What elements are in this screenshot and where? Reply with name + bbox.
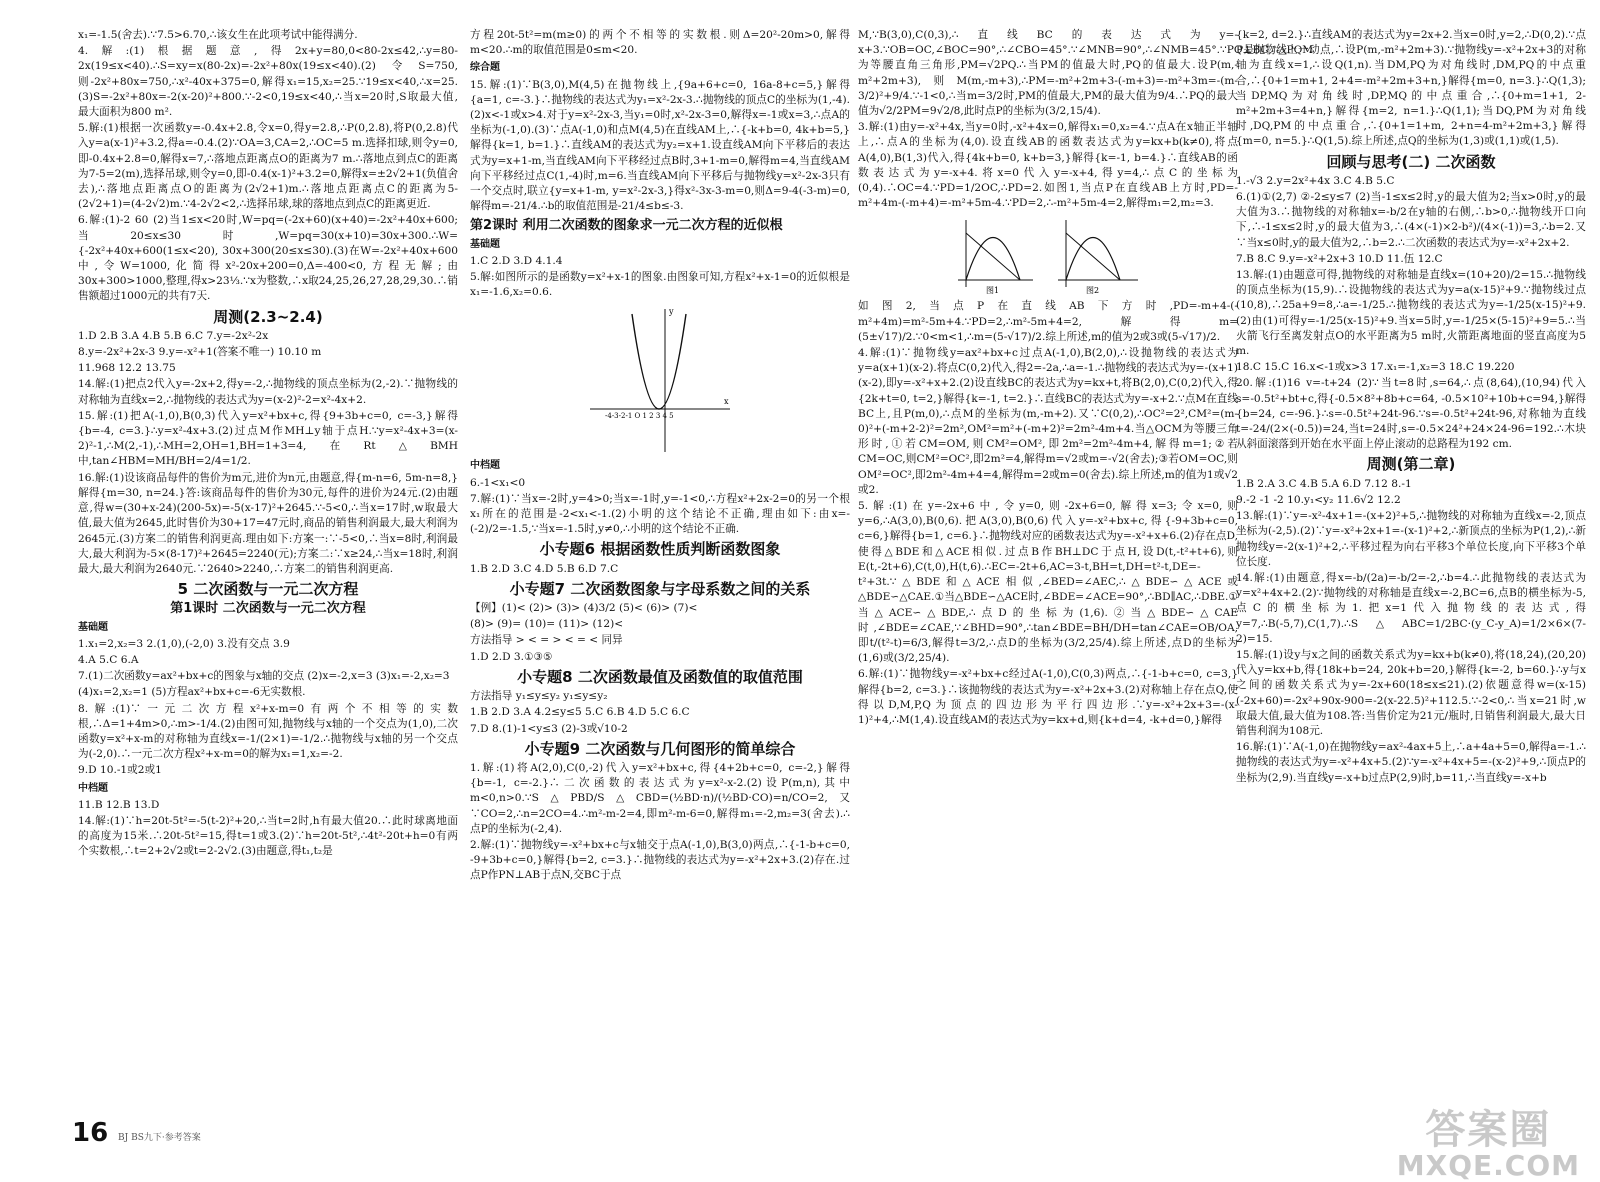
answer-paragraph: 方法指导 > < = > < = < 同异 <box>470 634 623 647</box>
answer-paragraph: 2.解:(1)∵抛物线y=-x²+bx+c与x轴交于点A(-1,0),B(3,0)两点,∴{-1-b+c=0, -9+3b+c=0,}解得{b=2, c=3.}∴抛物线的表达式为y=-x²+2x+3.(2)存在.过点P作PN⊥AB于点N,交BC于点 <box>470 838 850 882</box>
answer-paragraph: 8.解:(1)∵一元二次方程x²+x-m=0有两个不相等的实数根,∴Δ=1+4m>0,∴m>-1/4.(2)由图可知,抛物线与x轴的一个交点为(1,0),二次函数y=x²+x-m的对称轴为直线x=-1/(2×1)=-1/2.∴抛物线与x轴的另一个交点为(-2,0).∴一元二次方程x²+x-m=0的解为x₁=1,x₂=-2. <box>78 702 458 761</box>
answer-paragraph: 6.解:(1)-2 60 (2)当1≤x<20时,W=pq=(-2x+60)(x+40)=-2x²+40x+600;当20≤x≤30时,W=pq=30(x+10)=30x+300.∴W={-2x²+40x+600(1≤x<20), 30x+300(20≤x≤30).(3)在W=-2x²+40x+600中,令W=1000,化简得x²-20x+200=0,Δ=-400<0,方程无解;由30x+300>1000,整理,得x>23⅓.∵x为整数,∴x取24,25,26,27,28,29,30.∴销售额超过1000元的共有7天. <box>78 214 458 303</box>
answer-paragraph: 4.解:(1)根据题意,得2x+y=80,0<80-2x≤42,∴y=80-2x(19≤x<40).∴S=xy=x(80-2x)=-2x²+80x(19≤x<40).(2)令S=750,则-2x²+80x=750,∴x²-40x+375=0,解得x₁=15,x₂=25.∵19≤x<40,∴x=25.(3)S=-2x²+80x=-2(x-20)²+800.∵-2<0,19≤x<40,∴当x=20时,S取最大值,最大面积为800 m². <box>78 45 458 119</box>
section-heading: 周测(第二章) <box>1366 455 1456 474</box>
answer-paragraph: 14.解:(1)把点2代入y=-2x+2,得y=-2,∴抛物线的顶点坐标为(2,-2).∵抛物线的对称轴为直线x=2,∴抛物线的表达式为y=(x-2)²-2=x²-4x+2. <box>78 378 458 406</box>
answer-paragraph: 14.解:(1)由题意,得x=-b/(2a)=-b/2=-2,∴b=4.∴此抛物线的表达式为y=x²+4x+2.(2)∵抛物线的对称轴是直线x=-2,BC=6,点B的横坐标为-5,点C的横坐标为1.把x=1代入抛物线的表达式,得y=7,∴B(-5,7),C(1,7).∴S△ABC=1/2BC·(y_C-y_A)=1/2×6×(7-2)=15. <box>1236 571 1586 645</box>
answer-paragraph: 方法指导 y₁≤y≤y₂ y₁≤y≤y₂ <box>470 690 608 703</box>
section-heading: 5 二次函数与一元二次方程 <box>177 580 359 599</box>
answer-paragraph: 20.解:(1)16 v=-t+24 (2)∵当t=8时,s=64,∴点(8,64),(10,94)代入s=-0.5t²+bt+c,得{-0.5×8²+8b+c=64, -0.5×10²+10b+c=94,}解得{b=24, c=-96.}∴s=-0.5t²+24t-96.∵s=-0.5t²+24t-96,对称轴为直线t=-24/(2×(-0.5))=24,当t=24时,s=-0.5×24²+24×24-96=192.∴木块从斜面滚落到开始在水平面上停止滚动的总路程为192 cm. <box>1236 377 1586 451</box>
answer-paragraph: 1.解:(1)将A(2,0),C(0,-2)代入y=x²+bx+c,得{4+2b+c=0, c=-2,}解得{b=-1, c=-2.}∴二次函数的表达式为y=x²-x-2.(2)设P(m,n),其中m<0,n>0.∵S△PBD/S△CBD=(½BD·n)/(½BD·CO)=n/CO=2,又∵CO=2,∴n=2CO=4.∴m²-m-2=4,即m²-m-6=0,解得m₁=-2,m₂=3(舍去).∴点P的坐标为(-2,4). <box>470 761 850 835</box>
parabola-graph-figure <box>585 304 735 454</box>
footer-text: BJ BS九下·参考答案 <box>118 1133 201 1143</box>
answer-paragraph: 7.解:(1)∵当x=-2时,y=4>0;当x=-1时,y=-1<0,∴方程x²+2x-2=0的另一个根x₁所在的范围是-2<x₁<-1.(2)小明的这个结论不正确,理由如下:由x=-(-2)/2=-1.5,∵当x=-1.5时,y≠0,∴小明的这个结论不正确. <box>470 492 850 536</box>
answer-paragraph: M,∵B(3,0),C(0,3),∴直线BC的表达式为y=-x+3.∵OB=OC,∠BOC=90°,∴∠CBO=45°.∵∠MNB=90°,∴∠NMB=45°.∵PQ⊥BC,∴△PQM为等腰直角三角形,PM=√2PQ.∴当PM的值最大时,PQ的值最大.设P(m,-m²+2m+3),则M(m,-m+3),∴PM=-m²+2m+3-(-m+3)=-m²+3m=-(m-3/2)²+9/4.∵-1<0,∴当m=3/2时,PM的值最大,PM的最大值为9/4.∴PQ的最大值为√2/2PM=9√2/8,此时点P的坐标为(3/2,15/4). <box>858 29 1314 118</box>
answer-paragraph: 1.C 2.D 3.D 4.1.4 <box>470 254 563 267</box>
y-axis-label: y <box>669 307 674 317</box>
answer-paragraph: 13.解:(1)由题意可得,抛物线的对称轴是直线x=(10+20)/2=15.∴抛物线的顶点坐标为(15,9).∴设抛物线的表达式为y=a(x-15)²+9.∵抛物线过点(10,8),∴25a+9=8,∴a=-1/25.∴抛物线的表达式为y=-1/25(x-15)²+9.(2)由(1)可得y=-1/25(x-15)²+9.当x=5时,y=-1/25×(5-15)²+9=5.∴当火箭飞行至离发射点O的水平距离为5 m时,火箭距离地面的竖直高度为5 m. <box>1236 269 1586 358</box>
page-number: 16 <box>72 1118 109 1148</box>
section-heading: 小专题7 二次函数图象与字母系数之间的关系 <box>509 579 811 598</box>
answer-paragraph: 1.B 2.D 3.C 4.D 5.B 6.D 7.C <box>470 562 619 575</box>
parabola-curve <box>632 314 686 409</box>
lesson-heading: 第2课时 利用二次函数的图象求一元二次方程的近似根 <box>470 218 783 234</box>
figure-1 <box>958 220 1033 295</box>
subsection-label: 中档题 <box>470 460 500 472</box>
answer-paragraph: 6.解:(1)∵抛物线y=-x²+bx+c经过A(-1,0),C(0,3)两点,∴{-1-b+c=0, c=3,}解得{b=2, c=3.}∴该抛物线的表达式为y=-x²+2x+3.(2)对称轴上存在点Q,使得以D,M,P,Q为顶点的四边形为平行四边形.∵y=-x²+2x+3=-(x-1)²+4,∴M(1,4).设直线AM的表达式为y=kx+d,则{k+d=4, -k+d=0,}解得 <box>858 668 1238 726</box>
section-heading: 小专题6 根据函数性质判断函数图象 <box>539 540 781 559</box>
answer-paragraph: 5.解:(1)根据一次函数y=-0.4x+2.8,令x=0,得y=2.8,∴P(0,2.8),将P(0,2.8)代入y=a(x-1)²+3.2,得a=-0.4.(2)∵OA=3,CA=2,∴OC=5 m.选择扣球,则令y=0,即-0.4x+2.8=0,解得x=7,∴落地点距离点O的距离为7 m.∴落地点到点C的距离为7-5=2(m),选择吊球,则令y=0,即-0.4(x-1)²+3.2=0,解得x=±2√2+1(负值舍去),∴落地点距离点O的距离为(2√2+1)m.∴落地点距离点C的距离为5-(2√2+1)=(4-2√2)m.∵4-2√2<2,∴选择吊球,球的落地点到点C的距离更近. <box>78 122 458 211</box>
answer-paragraph: 1.D 2.D 3.①③⑤ <box>470 650 553 663</box>
answer-paragraph: 18.C 15.C 16.x<-1或x>3 17.x₁=-1,x₂=3 18.C 19.220 <box>1236 361 1515 374</box>
answer-paragraph: 7.B 8.C 9.y=-x²+2x+3 10.D 11.伍 12.C <box>1236 252 1443 265</box>
answer-paragraph: 11.968 12.2 13.75 <box>78 362 176 375</box>
answer-column-1 <box>78 28 458 861</box>
answer-column-3 <box>858 28 1314 729</box>
section-heading: 小专题8 二次函数最值及函数值的取值范围 <box>517 667 803 686</box>
answer-paragraph: 14.解:(1)∵h=20t-5t²=-5(t-2)²+20,∴当t=2时,h有最大值20.∴此时球离地面的高度为15米.∴20t-5t²=15,得t=1或3.(2)∵h=20t-5t²,∴4t²-20t+h=0有两个实数根,∴t=2+2√2或t=2-2√2.(3)由题意,得t₁,t₂是 <box>78 814 458 858</box>
answer-paragraph: 7.D 8.(1)-1<y≤3 (2)-3或√10-2 <box>470 722 628 735</box>
x-tick-labels: -4-3-2-1 O 1 2 3 4 5 <box>605 412 674 421</box>
answer-paragraph: 16.解:(1)设该商品每件的售价为m元,进价为n元,由题意,得{m-n=6, 5m-n=8,}解得{m=30, n=24.}答:该商品每件的售价为30元,每件的进价为24元.(2)由题意,得w=(30+x-24)(200-5x)=-5(x-17)²+2645.∵-5<0,∴当x=17时,w取最大值,最大值为2645,此时售价为30+17=47元时,商品的销售利润最大,最大利润为2645元.(3)方案二的销售利润更高.理由如下:方案一:∵-5<0,∴当x=8时,利润最大,最大利润为-5×(8-17)²+2645=2240(元);方案二:∵x≥24,∴当x=18时,利润最大,最大利润为2640元.∵2640>2240,∴方案二的销售利润更高. <box>78 471 458 575</box>
section-heading: 小专题9 二次函数与几何图形的简单综合 <box>524 739 796 758</box>
answer-paragraph: (4)x₁=2,x₂=1 (5)方程ax²+bx+c=-6无实数根. <box>78 686 306 699</box>
watermark-url: MXQE.COM <box>1396 1149 1580 1182</box>
answer-paragraph: 8.y=-2x²+2x-3 9.y=-x²+1(答案不唯一) 10.10 m <box>78 346 322 359</box>
answer-paragraph: 4.A 5.C 6.A <box>78 653 139 666</box>
x-axis-label: x <box>724 397 729 407</box>
answer-paragraph: 15.解:(1)∵B(3,0),M(4,5)在抛物线上,{9a+6+c=0, 16a-8+c=5,}解得{a=1, c=-3.}∴抛物线的表达式为y₁=x²-2x-3.∴抛物线的顶点C的坐标为(1,-4).(2)x<-1或x>4.对于y=x²-2x-3,当y₁=0时,x²-2x-3=0,解得x=-1或x=3,∴点A的坐标为(-1,0).(3)∵点A(-1,0)和点M(4,5)在直线AM上,∴{-k+b=0, 4k+b=5,}解得{k=1, b=1.}∴直线AM的表达式为y₂=x+1.设直线AM向下平移后的表达式为y=x+1-m,当直线AM向下平移经过点B时,3+1-m=0,解得m=4,当直线AM向下平移经过点C(1,-4)时,m=6.当直线AM向下平移后与抛物线y=x²-2x-3只有一个交点时,联立{y=x+1-m, y=x²-2x-3,}得x²-3x-3-m=0,则Δ=9-4(-3-m)=0,解得m=-21/4.∴b的取值范围是-21/4≤b≤-3. <box>470 78 850 213</box>
answer-paragraph: 6.(1)①(2,7) ②-2≤y≤7 (2)当-1≤x≤2时,y的最大值为2;当x>0时,y的最大值为3.∴抛物线的对称轴x=-b/2在y轴的右侧,∴b>0,∴抛物线开口向下,∴-1≤x≤2时,y的最大值为3,∴(4×(-1)×2-b²)/(4×(-1))=3,∴b=2.又∵当x≤0时,y的最大值为2,∴b=2.∴二次函数的表达式为y=-x²+2x+2. <box>1236 191 1586 249</box>
answer-paragraph: 7.(1)二次函数y=ax²+bx+c的图象与x轴的交点 (2)x=-2,x=3 (3)x₁=-2,x₂=3 <box>78 670 450 683</box>
answer-paragraph: {k=2, d=2.}∴直线AM的表达式为y=2x+2.当x=0时,y=2,∴D(0,2).∵点P是抛物线上一动点,∴设P(m,-m²+2m+3).∵抛物线y=-x²+2x+3的对称轴为直线x=1,∴设Q(1,n).当DM,PQ为对角线时,DM,PQ的中点重合,∴{0+1=m+1, 2+4=-m²+2m+3+n,}解得{m=0, n=3.}∴Q(1,3);当DP,MQ为对角线时,DP,MQ的中点重合,∴{0+m=1+1, 2-m²+2m+3=4+n,}解得{m=2, n=1.}∴Q(1,1);当DQ,PM为对角线时,DQ,PM的中点重合,∴{0+1=1+m, 2+n=4-m²+2m+3,}解得{m=0, n=5.}∴Q(1,5).综上所述,点Q的坐标为(1,3)或(1,1)或(1,5). <box>1236 29 1586 148</box>
subsection-label: 基础题 <box>470 238 500 250</box>
answer-paragraph: x₁=-1.5(舍去).∵7.5>6.70,∴该女生在此项考试中能得满分. <box>78 29 358 41</box>
answer-paragraph: 方程20t-5t²=m(m≥0)的两个不相等的实数根.则Δ=20²-20m>0,解得m<20.∴m的取值范围是0≤m<20. <box>470 29 850 57</box>
answer-paragraph: 16.解:(1)∵A(-1,0)在抛物线y=ax²-4ax+5上,∴a+4a+5=0,解得a=-1.∴抛物线的表达式为y=-x²+4x+5.(2)∵y=-x²+4x+5=-(x-2)²+9,∴顶点P的坐标为(2,9).当直线y=-x+b过点P(2,9)时,b=11,∴当直线y=-x+b <box>1236 741 1586 784</box>
answer-paragraph: 5.解:(1)在y=-2x+6中,令y=0,则-2x+6=0,解得x=3;令x=0,则y=6,∴A(3,0),B(0,6).把A(3,0),B(0,6)代入y=-x²+bx+c,得{-9+3b+c=0, c=6,}解得{b=1, c=6.}∴抛物线对应的函数表达式为y=-x²+x+6.(2)存在点D,使得△BDE和△ACE相似.过点B作BH⊥DC于点H,设D(t,-t²+t+6),则E(t,-2t+6),C(t,0),H(t,6).∴EC=-2t+6,AC=3-t,BH=t,DH=t²-t,DE=-t²+3t.∵△BDE和△ACE相似,∠BED=∠AEC,∴△BDE∽△ACE或△BDE∽△CAE.①当△BDE∽△ACE时,∠BDE=∠ACE=90°,∴BD∥AC,∴DBE.①当△ACE∽△BDE,∴点D的坐标为(1,6).②当△BDE∽△CAE时,∠BDE=∠CAE,∵∠BHD=90°,∴tan∠BDE=BH/DH=tan∠CAE=OB/OA,即t/(t²-t)=6/3,解得t=3/2,∴点D的坐标为(3/2,25/4).综上所述,点D的坐标为(1,6)或(3/2,25/4). <box>858 500 1238 665</box>
answer-paragraph: 【例】(1)< (2)> (3)> (4)3/2 (5)< (6)> (7)< <box>470 602 698 615</box>
answer-paragraph: 15.解:(1)把A(-1,0),B(0,3)代入y=x²+bx+c,得{9+3b+c=0, c=-3,}解得{b=-4, c=3.}∴y=x²-4x+3.(2)过点M作MH⊥y轴于点H.∵y=x²-4x+3=(x-2)²-1,∴M(2,-1),∴MH=2,OH=1,BH=1+3=4,在Rt△BMH中,tan∠HBM=MH/BH=2/4=1/2. <box>78 409 458 468</box>
answer-paragraph: 1.B 2.D 3.A 4.2≤y≤5 5.C 6.B 4.D 5.C 6.C <box>470 706 690 719</box>
answer-paragraph: 15.解:(1)设y与x之间的函数关系式为y=kx+b(k≠0),将(18,24),(20,20)代入y=kx+b,得{18k+b=24, 20k+b=20,}解得{k=-2, b=60.}∴y与x之间的函数关系式为y=-2x+60(18≤x≤21).(2)依题意得w=(x-15)(-2x+60)=-2x²+90x-900=-2(x-22.5)²+112.5.∵-2<0,∴当x=21时,w取最大值,最大值为108.答:当售价定为21元/瓶时,日销售利润最大,最大日销售利润为108元. <box>1236 648 1586 737</box>
watermark <box>1397 1098 1580 1182</box>
answer-paragraph: 4.解:(1)∵抛物线y=ax²+bx+c过点A(-1,0),B(2,0),∴设抛物线的表达式为y=a(x+1)(x-2).将点C(0,2)代入,得2=-2a,∴a=-1.∴抛物线的表达式为y=-(x+1)(x-2),即y=-x²+x+2.(2)设直线BC的表达式为y=kx+t,将B(2,0),C(0,2)代入,得{2k+t=0, t=2,}解得{k=-1, t=2.}∴直线BC的表达式为y=-x+2.∵点M在直线BC上,且P(m,0),∴点M的坐标为(m,-m+2).又∵C(0,2),∴OC²=2²,CM²=(m-0)²+(-m+2-2)²=2m²,OM²=m²+(-m+2)²=2m²-4m+4.当△OCM为等腰三角形时,①若CM=OM,则CM²=OM²,即2m²=2m²-4m+4,解得m=1;②若CM=OC,则CM²=OC²,即2m²=4,解得m=√2或m=-√2(舍去);③若OM=OC,则OM²=OC²,即2m²-4m+4=4,解得m=2或m=0(舍去).综上所述,m的值为1或√2或2. <box>858 347 1238 496</box>
answer-paragraph: 5.解:如图所示的是函数y=x²+x-1的图象.由图象可知,方程x²+x-1=0的近似根是x₁=-1.6,x₂=0.6. <box>470 271 850 299</box>
answer-paragraph: 1.D 2.B 3.A 4.B 5.B 6.C 7.y=-2x²-2x <box>78 329 269 342</box>
answer-column-4 <box>1236 28 1586 787</box>
answer-paragraph: 9.-2 -1 -2 10.y₁<y₂ 11.6√2 12.2 <box>1236 493 1401 506</box>
subsection-label: 中档题 <box>78 782 108 794</box>
section-heading: 回顾与思考(二) 二次函数 <box>1326 152 1496 171</box>
answer-paragraph: 13.解:(1)∵y=-x²-4x+1=-(x+2)²+5,∴抛物线的对称轴为直线x=-2,顶点坐标为(-2,5).(2)∵y=-x²+2x+1=-(x-1)²+2,∴新顶点的坐标为P(1,2),∴新抛物线y=-2(x-1)²+2,∴平移过程为向右平移3个单位长度,向下平移3个单位长度. <box>1236 510 1586 568</box>
answer-paragraph: 1.x₁=2,x₂=3 2.(1,0),(-2,0) 3.没有交点 3.9 <box>78 637 290 650</box>
subsection-label: 综合题 <box>470 62 500 74</box>
figure-2 <box>1058 220 1138 295</box>
subsection-label: 基础题 <box>78 621 108 633</box>
figure-2-caption: 图2 <box>1086 286 1100 296</box>
answer-paragraph: (8)> (9)= (10)= (11)> (12)< <box>470 618 624 631</box>
figure-1-caption: 图1 <box>986 286 1000 296</box>
lesson-heading: 第1课时 二次函数与一元二次方程 <box>170 601 366 617</box>
geometry-figures <box>948 215 1148 295</box>
watermark-title: 答案圈 <box>1425 1107 1552 1153</box>
answer-paragraph: 1.-√3 2.y=2x²+4x 3.C 4.B 5.C <box>1236 174 1395 187</box>
answer-paragraph: 9.D 10.-1或2或1 <box>78 764 162 777</box>
answer-paragraph: 1.B 2.A 3.C 4.B 5.A 6.D 7.12 8.-1 <box>1236 477 1412 490</box>
answer-paragraph: 6.-1<x₁<0 <box>470 476 526 489</box>
answer-paragraph: 11.B 12.B 13.D <box>78 798 160 811</box>
answer-paragraph: 3.解:(1)由y=-x²+4x,当y=0时,-x²+4x=0,解得x₁=0,x₂=4.∵点A在x轴正半轴上,∴点A的坐标为(4,0).设直线AB的函数表达式为y=kx+b(k≠0),将点A(4,0),B(1,3)代入,得{4k+b=0, k+b=3,}解得{k=-1, b=4.}∴直线AB的函数表达式为y=-x+4.将x=0代入y=-x+4,得y=4,∴点C的坐标为(0,4).∴OC=4.∵PD=1/2OC,∴PD=2.如图1,当点P在直线AB上方时,PD=-m²+4m-(-m+4)=-m²+5m-4.∵PD=2,∴-m²+5m-4=2,解得m₁=2,m₂=3. <box>858 121 1238 210</box>
answer-column-2 <box>470 28 850 885</box>
section-heading: 周测(2.3~2.4) <box>213 307 323 326</box>
answer-paragraph: 如图2,当点P在直线AB下方时,PD=-m+4-(-m²+4m)=m²-5m+4.∵PD=2,∴m²-5m+4=2,解得m=(5±√17)/2.∵0<m<1,∴m=(5-√17)/2.综上所述,m的值为2或3或(5-√17)/2. <box>858 300 1238 343</box>
